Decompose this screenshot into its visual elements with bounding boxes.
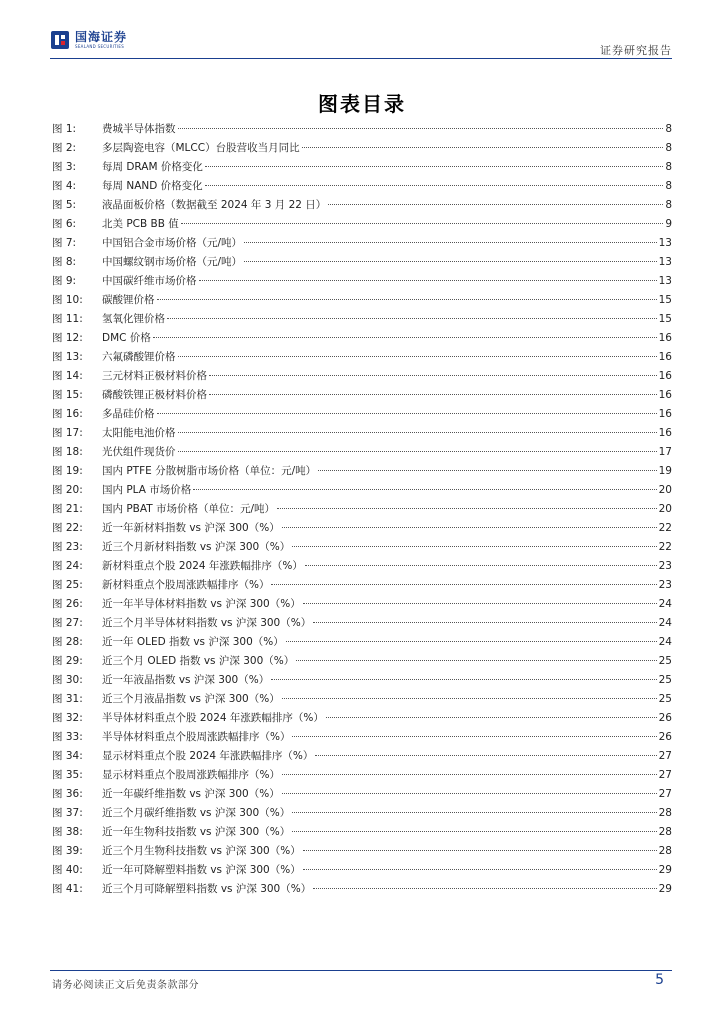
toc-dot-leader — [181, 223, 664, 224]
toc-dot-leader — [303, 603, 657, 604]
toc-figure-title: 近一年半导体材料指数 vs 沪深 300（%） — [102, 598, 301, 610]
toc-figure-number: 图 30: — [52, 674, 83, 686]
toc-page-number: 16 — [658, 427, 672, 439]
toc-page-number: 27 — [658, 769, 672, 781]
toc-page-number: 25 — [658, 674, 672, 686]
toc-figure-number: 图 1: — [52, 123, 77, 135]
toc-entry[interactable] — [52, 596, 672, 615]
toc-entry[interactable] — [52, 444, 672, 463]
logo-english-name: SEALAND SECURITIES — [75, 44, 125, 49]
toc-dot-leader — [271, 584, 656, 585]
toc-figure-title: 近一年碳纤维指数 vs 沪深 300（%） — [102, 788, 280, 800]
toc-dot-leader — [244, 242, 657, 243]
toc-figure-title: 三元材料正极材料价格 — [102, 370, 207, 382]
toc-entry[interactable] — [52, 881, 672, 900]
toc-entry[interactable] — [52, 159, 672, 178]
toc-figure-number: 图 21: — [52, 503, 83, 515]
toc-entry[interactable] — [52, 501, 672, 520]
toc-figure-number: 图 24: — [52, 560, 83, 572]
toc-figure-number: 图 31: — [52, 693, 83, 705]
toc-entry[interactable] — [52, 805, 672, 824]
toc-dot-leader — [199, 280, 657, 281]
toc-figure-number: 图 13: — [52, 351, 83, 363]
toc-figure-number: 图 16: — [52, 408, 83, 420]
toc-page-number: 16 — [658, 351, 672, 363]
toc-page-number: 25 — [658, 655, 672, 667]
toc-figure-title: 中国碳纤维市场价格 — [102, 275, 197, 287]
toc-figure-title: 显示材料重点个股 2024 年涨跌幅排序（%） — [102, 750, 314, 762]
toc-page-number: 25 — [658, 693, 672, 705]
toc-dot-leader — [193, 489, 656, 490]
toc-figure-title: 中国铝合金市场价格（元/吨） — [102, 237, 243, 249]
toc-figure-title: 费城半导体指数 — [102, 123, 176, 135]
toc-figure-number: 图 37: — [52, 807, 83, 819]
toc-page-number: 8 — [665, 123, 672, 135]
toc-dot-leader — [205, 185, 664, 186]
toc-page-number: 24 — [658, 636, 672, 648]
toc-page-number: 24 — [658, 598, 672, 610]
toc-figure-title: 近三个月新材料指数 vs 沪深 300（%） — [102, 541, 291, 553]
logo-chinese-name: 国海证券 — [75, 30, 128, 44]
toc-page-number: 20 — [658, 503, 672, 515]
toc-entry[interactable] — [52, 140, 672, 159]
toc-dot-leader — [153, 337, 657, 338]
toc-entry[interactable] — [52, 121, 672, 140]
toc-figure-title: 新材料重点个股 2024 年涨跌幅排序（%） — [102, 560, 303, 572]
toc-figure-number: 图 20: — [52, 484, 83, 496]
toc-entry[interactable] — [52, 178, 672, 197]
toc-entry[interactable] — [52, 216, 672, 235]
toc-page-number: 16 — [658, 389, 672, 401]
toc-figure-title: DMC 价格 — [102, 332, 151, 344]
toc-figure-title: 中国螺纹钢市场价格（元/吨） — [102, 256, 243, 268]
toc-figure-title: 每周 NAND 价格变化 — [102, 180, 203, 192]
toc-figure-number: 图 34: — [52, 750, 83, 762]
toc-page-number: 13 — [658, 275, 672, 287]
toc-dot-leader — [318, 470, 656, 471]
toc-dot-leader — [326, 717, 657, 718]
toc-figure-number: 图 11: — [52, 313, 83, 325]
toc-page-number: 16 — [658, 408, 672, 420]
toc-dot-leader — [277, 508, 657, 509]
toc-figure-title: 光伏组件现货价 — [102, 446, 176, 458]
toc-dot-leader — [271, 679, 656, 680]
toc-figure-title: 太阳能电池价格 — [102, 427, 176, 439]
toc-page-number: 26 — [658, 731, 672, 743]
toc-page-number: 28 — [658, 845, 672, 857]
toc-figure-number: 图 40: — [52, 864, 83, 876]
toc-entry[interactable] — [52, 615, 672, 634]
toc-figure-title: 近三个月半导体材料指数 vs 沪深 300（%） — [102, 617, 312, 629]
toc-page-number: 23 — [658, 560, 672, 572]
toc-page-number: 28 — [658, 807, 672, 819]
disclaimer-text: 请务必阅读正文后免责条款部分 — [52, 980, 199, 991]
toc-figure-title: 液晶面板价格（数据截至 2024 年 3 月 22 日） — [102, 199, 327, 211]
toc-figure-number: 图 32: — [52, 712, 83, 724]
logo-mark-icon — [50, 30, 70, 50]
toc-dot-leader — [328, 204, 663, 205]
toc-dot-leader — [302, 147, 664, 148]
toc-figure-number: 图 39: — [52, 845, 83, 857]
toc-entry[interactable] — [52, 786, 672, 805]
toc-dot-leader — [315, 755, 656, 756]
toc-entry[interactable] — [52, 349, 672, 368]
toc-dot-leader — [303, 850, 657, 851]
toc-figure-number: 图 25: — [52, 579, 83, 591]
toc-dot-leader — [286, 641, 657, 642]
toc-entry[interactable] — [52, 425, 672, 444]
toc-page-number: 8 — [665, 199, 672, 211]
toc-page-number: 13 — [658, 237, 672, 249]
toc-figure-title: 近一年液晶指数 vs 沪深 300（%） — [102, 674, 270, 686]
toc-entry[interactable] — [52, 691, 672, 710]
page-number: 5 — [655, 972, 664, 988]
toc-dot-leader — [178, 356, 657, 357]
toc-entry[interactable] — [52, 311, 672, 330]
toc-figure-number: 图 35: — [52, 769, 83, 781]
toc-figure-number: 图 14: — [52, 370, 83, 382]
toc-entry[interactable] — [52, 748, 672, 767]
toc-figure-title: 近一年 OLED 指数 vs 沪深 300（%） — [102, 636, 284, 648]
toc-page-number: 19 — [658, 465, 672, 477]
toc-figure-title: 近三个月 OLED 指数 vs 沪深 300（%） — [102, 655, 295, 667]
toc-figure-title: 近三个月液晶指数 vs 沪深 300（%） — [102, 693, 280, 705]
toc-entry[interactable] — [52, 539, 672, 558]
toc-entry[interactable] — [52, 330, 672, 349]
page-header — [0, 0, 724, 64]
toc-dot-leader — [157, 299, 657, 300]
toc-page-number: 27 — [658, 750, 672, 762]
toc-entry[interactable] — [52, 197, 672, 216]
toc-figure-title: 近一年新材料指数 vs 沪深 300（%） — [102, 522, 280, 534]
toc-dot-leader — [305, 565, 657, 566]
toc-figure-number: 图 41: — [52, 883, 83, 895]
toc-figure-number: 图 5: — [52, 199, 77, 211]
toc-dot-leader — [296, 660, 656, 661]
toc-figure-title: 国内 PTFE 分散树脂市场价格（单位：元/吨） — [102, 465, 317, 477]
toc-page-number: 9 — [665, 218, 672, 230]
toc-dot-leader — [244, 261, 657, 262]
toc-entry[interactable] — [52, 653, 672, 672]
toc-dot-leader — [292, 812, 656, 813]
toc-page-number: 26 — [658, 712, 672, 724]
toc-dot-leader — [303, 869, 657, 870]
toc-entry[interactable] — [52, 368, 672, 387]
toc-page-number: 20 — [658, 484, 672, 496]
toc-figure-number: 图 26: — [52, 598, 83, 610]
toc-page-number: 8 — [665, 142, 672, 154]
toc-figure-number: 图 10: — [52, 294, 83, 306]
toc-page-number: 16 — [658, 370, 672, 382]
toc-figure-title: 近三个月可降解塑料指数 vs 沪深 300（%） — [102, 883, 312, 895]
toc-figure-title: 国内 PLA 市场价格 — [102, 484, 192, 496]
toc-figure-title: 新材料重点个股周涨跌幅排序（%） — [102, 579, 270, 591]
footer-divider — [50, 970, 672, 971]
toc-figure-number: 图 12: — [52, 332, 83, 344]
toc-figure-number: 图 19: — [52, 465, 83, 477]
toc-figure-title: 国内 PBAT 市场价格（单位：元/吨） — [102, 503, 276, 515]
toc-page-number: 22 — [658, 522, 672, 534]
toc-figure-number: 图 36: — [52, 788, 83, 800]
figure-list — [52, 121, 672, 900]
toc-dot-leader — [313, 888, 656, 889]
toc-entry[interactable] — [52, 520, 672, 539]
toc-entry[interactable] — [52, 634, 672, 653]
toc-entry[interactable] — [52, 824, 672, 843]
toc-dot-leader — [282, 793, 657, 794]
toc-page-number: 23 — [658, 579, 672, 591]
toc-page-number: 22 — [658, 541, 672, 553]
toc-page-number: 8 — [665, 180, 672, 192]
toc-figure-title: 碳酸锂价格 — [102, 294, 155, 306]
toc-page-number: 15 — [658, 294, 672, 306]
toc-entry[interactable] — [52, 406, 672, 425]
toc-entry[interactable] — [52, 254, 672, 273]
toc-figure-number: 图 7: — [52, 237, 77, 249]
toc-dot-leader — [292, 736, 656, 737]
toc-dot-leader — [178, 432, 657, 433]
toc-figure-title: 半导体材料重点个股周涨跌幅排序（%） — [102, 731, 291, 743]
toc-entry[interactable] — [52, 292, 672, 311]
toc-entry[interactable] — [52, 767, 672, 786]
toc-figure-title: 氢氧化锂价格 — [102, 313, 165, 325]
toc-entry[interactable] — [52, 387, 672, 406]
toc-entry[interactable] — [52, 729, 672, 748]
toc-figure-number: 图 15: — [52, 389, 83, 401]
toc-dot-leader — [178, 128, 664, 129]
report-type-label: 证券研究报告 — [600, 44, 672, 57]
page-title: 图表目录 — [318, 92, 406, 116]
toc-dot-leader — [282, 698, 657, 699]
toc-dot-leader — [209, 394, 657, 395]
toc-page-number: 16 — [658, 332, 672, 344]
toc-dot-leader — [157, 413, 657, 414]
toc-dot-leader — [205, 166, 663, 167]
toc-figure-number: 图 18: — [52, 446, 83, 458]
toc-page-number: 29 — [658, 864, 672, 876]
toc-entry[interactable] — [52, 862, 672, 881]
toc-figure-title: 多晶硅价格 — [102, 408, 155, 420]
toc-figure-title: 北美 PCB BB 值 — [102, 218, 179, 230]
toc-figure-number: 图 23: — [52, 541, 83, 553]
toc-figure-title: 近三个月碳纤维指数 vs 沪深 300（%） — [102, 807, 291, 819]
toc-figure-number: 图 2: — [52, 142, 77, 154]
toc-figure-number: 图 29: — [52, 655, 83, 667]
toc-figure-number: 图 6: — [52, 218, 77, 230]
toc-figure-number: 图 3: — [52, 161, 77, 173]
toc-figure-number: 图 38: — [52, 826, 83, 838]
toc-figure-number: 图 27: — [52, 617, 83, 629]
toc-entry[interactable] — [52, 577, 672, 596]
toc-entry[interactable] — [52, 672, 672, 691]
toc-figure-title: 近三个月生物科技指数 vs 沪深 300（%） — [102, 845, 301, 857]
toc-figure-number: 图 17: — [52, 427, 83, 439]
toc-entry[interactable] — [52, 463, 672, 482]
toc-entry[interactable] — [52, 710, 672, 729]
toc-figure-title: 六氟磷酸锂价格 — [102, 351, 176, 363]
toc-page-number: 28 — [658, 826, 672, 838]
toc-dot-leader — [209, 375, 657, 376]
toc-figure-number: 图 9: — [52, 275, 77, 287]
toc-entry[interactable] — [52, 235, 672, 254]
toc-page-number: 15 — [658, 313, 672, 325]
toc-entry[interactable] — [52, 482, 672, 501]
toc-entry[interactable] — [52, 843, 672, 862]
toc-figure-title: 每周 DRAM 价格变化 — [102, 161, 203, 173]
toc-figure-title: 半导体材料重点个股 2024 年涨跌幅排序（%） — [102, 712, 324, 724]
toc-page-number: 24 — [658, 617, 672, 629]
toc-entry[interactable] — [52, 558, 672, 577]
toc-figure-title: 近一年可降解塑料指数 vs 沪深 300（%） — [102, 864, 301, 876]
toc-dot-leader — [178, 451, 657, 452]
toc-figure-title: 磷酸铁锂正极材料价格 — [102, 389, 207, 401]
toc-dot-leader — [282, 527, 657, 528]
toc-figure-number: 图 33: — [52, 731, 83, 743]
toc-page-number: 17 — [658, 446, 672, 458]
toc-figure-number: 图 22: — [52, 522, 83, 534]
toc-figure-number: 图 28: — [52, 636, 83, 648]
toc-figure-title: 近一年生物科技指数 vs 沪深 300（%） — [102, 826, 291, 838]
toc-page-number: 27 — [658, 788, 672, 800]
toc-figure-title: 显示材料重点个股周涨跌幅排序（%） — [102, 769, 280, 781]
toc-dot-leader — [282, 774, 657, 775]
toc-figure-number: 图 4: — [52, 180, 77, 192]
header-divider — [50, 58, 672, 59]
company-logo — [50, 30, 127, 50]
toc-dot-leader — [292, 831, 656, 832]
toc-page-number: 29 — [658, 883, 672, 895]
toc-dot-leader — [292, 546, 656, 547]
toc-page-number: 8 — [665, 161, 672, 173]
toc-entry[interactable] — [52, 273, 672, 292]
toc-dot-leader — [313, 622, 656, 623]
toc-page-number: 13 — [658, 256, 672, 268]
toc-figure-number: 图 8: — [52, 256, 77, 268]
toc-figure-title: 多层陶瓷电容（MLCC）台股营收当月同比 — [102, 142, 300, 154]
toc-dot-leader — [167, 318, 657, 319]
